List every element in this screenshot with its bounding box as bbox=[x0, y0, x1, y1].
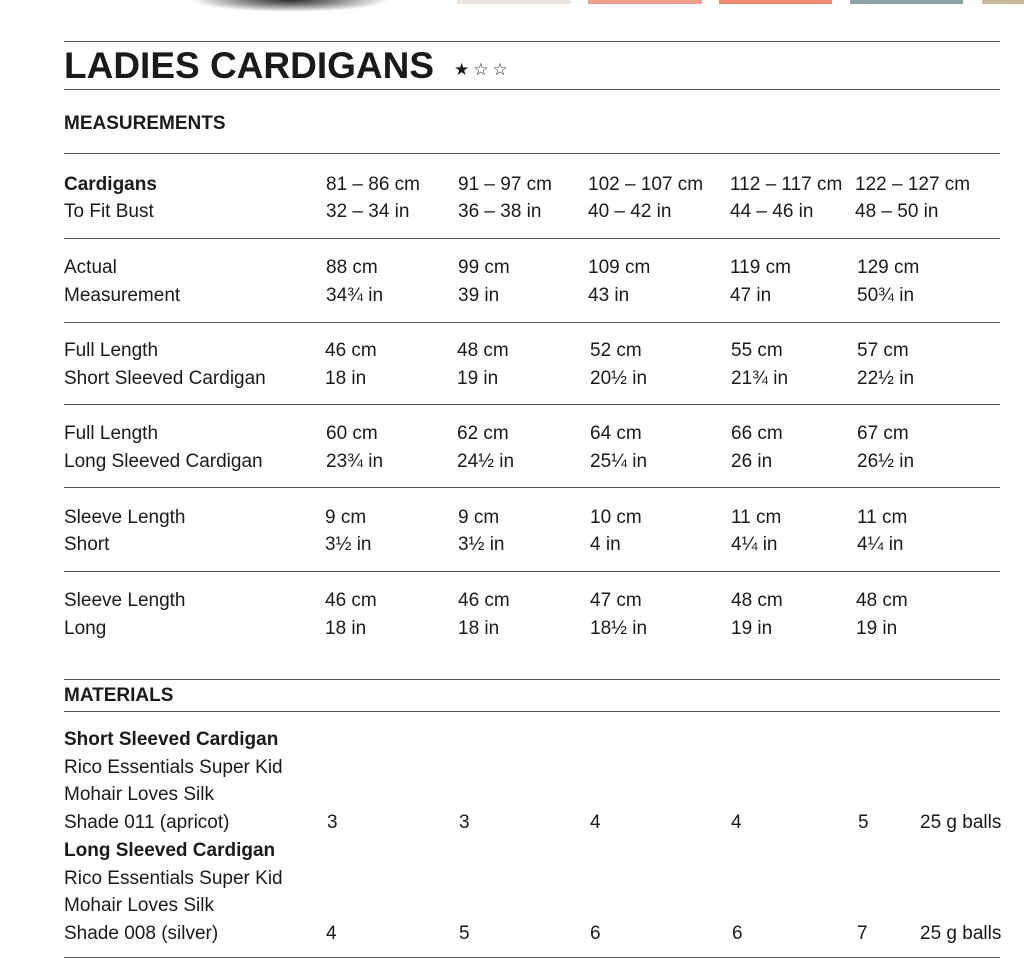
cell-cm: 48 cm bbox=[856, 590, 908, 611]
cell-cm: 9 cm bbox=[458, 507, 500, 528]
ball-count: 6 bbox=[732, 923, 743, 944]
size-in: 48 – 50 in bbox=[855, 201, 939, 222]
ball-count: 3 bbox=[327, 812, 338, 833]
material-yarn: Mohair Loves Silk bbox=[64, 784, 214, 805]
cell-cm: 46 cm bbox=[325, 340, 377, 361]
ball-unit: 25 g balls bbox=[920, 812, 1002, 833]
row-label: Long bbox=[64, 618, 107, 639]
cell-cm: 64 cm bbox=[590, 423, 642, 444]
cell-cm: 57 cm bbox=[857, 340, 909, 361]
material-shade: Shade 011 (apricot) bbox=[64, 812, 230, 833]
ball-count: 6 bbox=[590, 923, 601, 944]
cell-in: 18 in bbox=[458, 618, 500, 639]
material-name: Short Sleeved Cardigan bbox=[64, 729, 279, 750]
cell-in: 22½ in bbox=[857, 368, 915, 389]
yarn-swatch bbox=[982, 0, 1024, 4]
cell-cm: 67 cm bbox=[857, 423, 909, 444]
rule-bottom bbox=[64, 957, 1000, 958]
cell-in: 18½ in bbox=[590, 618, 648, 639]
cell-in: 18 in bbox=[325, 368, 367, 389]
cell-in: 23¾ in bbox=[326, 451, 384, 472]
row-label: Sleeve Length bbox=[64, 507, 186, 528]
cell-cm: 47 cm bbox=[590, 590, 642, 611]
cell-cm: 99 cm bbox=[458, 257, 510, 278]
ball-count: 7 bbox=[857, 923, 868, 944]
size-cm: 102 – 107 cm bbox=[588, 174, 704, 195]
cell-in: 3½ in bbox=[458, 534, 505, 555]
cell-in: 21¾ in bbox=[731, 368, 789, 389]
rule-row bbox=[64, 487, 1000, 488]
size-in: 32 – 34 in bbox=[326, 201, 410, 222]
cell-cm: 60 cm bbox=[326, 423, 378, 444]
material-yarn: Rico Essentials Super Kid bbox=[64, 868, 283, 889]
ball-count: 4 bbox=[326, 923, 337, 944]
measurements-heading: MEASUREMENTS bbox=[64, 113, 226, 134]
material-yarn: Mohair Loves Silk bbox=[64, 895, 214, 916]
cell-in: 20½ in bbox=[590, 368, 648, 389]
row-label: Measurement bbox=[64, 285, 181, 306]
cell-in: 3½ in bbox=[325, 534, 372, 555]
rule-measurements bbox=[64, 153, 1000, 154]
page-title: LADIES CARDIGANS bbox=[64, 45, 435, 86]
top-image-strip bbox=[0, 0, 1024, 14]
row-label: Actual bbox=[64, 257, 117, 278]
row-label: Full Length bbox=[64, 423, 159, 444]
cell-in: 43 in bbox=[588, 285, 630, 306]
ball-count: 4 bbox=[590, 812, 601, 833]
yarn-swatch bbox=[850, 0, 963, 4]
ball-count: 5 bbox=[459, 923, 470, 944]
row-label: Short bbox=[64, 534, 110, 555]
rule-row bbox=[64, 571, 1000, 572]
row-label: Sleeve Length bbox=[64, 590, 186, 611]
cell-in: 19 in bbox=[856, 618, 898, 639]
size-in: 36 – 38 in bbox=[458, 201, 542, 222]
cell-in: 34¾ in bbox=[326, 285, 384, 306]
rule-row bbox=[64, 238, 1000, 239]
cell-cm: 46 cm bbox=[325, 590, 377, 611]
ball-count: 4 bbox=[731, 812, 742, 833]
cell-in: 50¾ in bbox=[857, 285, 915, 306]
yarn-swatch bbox=[457, 0, 571, 4]
cell-in: 18 in bbox=[325, 618, 367, 639]
cell-cm: 11 cm bbox=[857, 507, 908, 528]
rule-materials-top bbox=[64, 679, 1000, 680]
ball-count: 5 bbox=[858, 812, 869, 833]
cell-cm: 48 cm bbox=[731, 590, 783, 611]
row-label: Full Length bbox=[64, 340, 159, 361]
rule-title-bottom bbox=[64, 89, 1000, 90]
material-name: Long Sleeved Cardigan bbox=[64, 840, 276, 861]
cell-in: 26 in bbox=[731, 451, 773, 472]
cell-in: 4¼ in bbox=[731, 534, 778, 555]
material-yarn: Rico Essentials Super Kid bbox=[64, 757, 283, 778]
cell-cm: 52 cm bbox=[590, 340, 642, 361]
header-label-cardigans: Cardigans bbox=[64, 174, 157, 195]
material-shade: Shade 008 (silver) bbox=[64, 923, 219, 944]
cell-cm: 109 cm bbox=[588, 257, 651, 278]
yarn-swatch bbox=[588, 0, 702, 4]
cell-cm: 9 cm bbox=[325, 507, 367, 528]
ball-unit: 25 g balls bbox=[920, 923, 1002, 944]
size-cm: 81 – 86 cm bbox=[326, 174, 420, 195]
row-label: Short Sleeved Cardigan bbox=[64, 368, 266, 389]
row-label: Long Sleeved Cardigan bbox=[64, 451, 263, 472]
size-cm: 122 – 127 cm bbox=[855, 174, 971, 195]
cell-cm: 55 cm bbox=[731, 340, 783, 361]
cell-cm: 119 cm bbox=[730, 257, 791, 278]
cell-in: 4¼ in bbox=[857, 534, 904, 555]
materials-heading: MATERIALS bbox=[64, 685, 174, 706]
cell-cm: 48 cm bbox=[457, 340, 509, 361]
size-cm: 112 – 117 cm bbox=[730, 174, 843, 195]
cell-cm: 129 cm bbox=[857, 257, 920, 278]
cell-in: 19 in bbox=[457, 368, 499, 389]
cell-cm: 11 cm bbox=[731, 507, 782, 528]
cell-cm: 66 cm bbox=[731, 423, 783, 444]
ball-count: 3 bbox=[459, 812, 470, 833]
cell-cm: 10 cm bbox=[590, 507, 642, 528]
size-in: 44 – 46 in bbox=[730, 201, 814, 222]
cell-in: 4 in bbox=[590, 534, 621, 555]
rule-row bbox=[64, 404, 1000, 405]
size-in: 40 – 42 in bbox=[588, 201, 672, 222]
size-cm: 91 – 97 cm bbox=[458, 174, 552, 195]
difficulty-stars-icon: ★☆☆ bbox=[454, 60, 512, 80]
rule-top bbox=[64, 41, 1000, 42]
cell-in: 25¼ in bbox=[590, 451, 648, 472]
header-label-bust: To Fit Bust bbox=[64, 201, 154, 222]
cell-cm: 46 cm bbox=[458, 590, 510, 611]
rule-materials bbox=[64, 711, 1000, 712]
cell-cm: 62 cm bbox=[457, 423, 509, 444]
cell-in: 26½ in bbox=[857, 451, 915, 472]
cell-in: 39 in bbox=[458, 285, 500, 306]
cell-in: 19 in bbox=[731, 618, 773, 639]
product-photo-shadow bbox=[190, 0, 390, 12]
rule-row bbox=[64, 322, 1000, 323]
cell-in: 47 in bbox=[730, 285, 772, 306]
yarn-swatch bbox=[719, 0, 832, 4]
cell-in: 24½ in bbox=[457, 451, 515, 472]
cell-cm: 88 cm bbox=[326, 257, 378, 278]
